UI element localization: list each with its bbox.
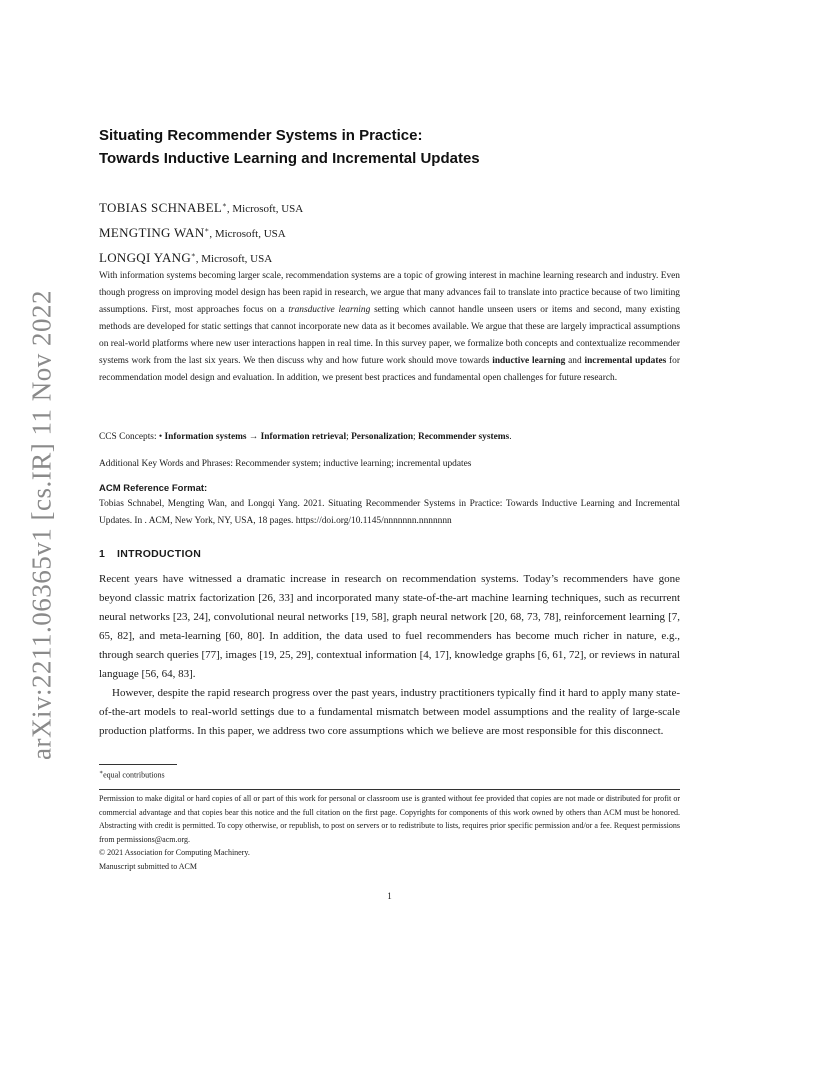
permission-text: Permission to make digital or hard copies of all or part of this work for personal or classroom use is granted without fee provided that copies are not made or distributed for profit or commercial advantage and that copies bear this notice and the full citation on the first page. Copyrights for components of this work owned by others than ACM must be honored. Abstracting with credit is permitted. To copy otherwise, or republish, to post on servers or to redistribute to lists, requires prior specific permission and/or a fee. Request permissions from permissions@acm.org. xyxy=(99,794,680,844)
section-heading xyxy=(99,548,201,560)
author-name: MENGTING WAN xyxy=(99,225,205,240)
page-number: 1 xyxy=(387,891,392,901)
equal-contribution-mark: ∗ xyxy=(191,251,196,259)
acm-reference-heading: ACM Reference Format: xyxy=(99,483,208,494)
author-affiliation: , Microsoft, USA xyxy=(209,228,286,240)
ccs-concepts xyxy=(99,429,680,446)
author-2 xyxy=(99,220,303,245)
abstract xyxy=(99,268,680,387)
author-3 xyxy=(99,245,303,270)
permission-notice xyxy=(99,792,680,874)
abstract-text: setting which cannot handle unseen users or items and second, many existing methods are developed for static settings that cannot incorporate new data as it becomes available. We argue that these are largely impractical assumptions on real-world platforms where new user interactions happen in real time. In this survey paper, we formalize both concepts and contextualize recommender systems work from the last six years. We then discuss why and how future work should move towards xyxy=(99,305,680,366)
intro-paragraph-2: However, despite the rapid research progress over the past years, industry practitioners typically find it hard to apply many state-of-the-art models to real-world settings due to a fundamental mismatch between model assumptions and the reality of large-scale production platforms. In this paper, we address two core assumptions which we believe are most responsible for this disconnect. xyxy=(99,687,680,737)
footnote-text: equal contributions xyxy=(103,770,165,780)
ccs-separator: ; xyxy=(413,432,418,442)
intro-paragraph-1: Recent years have witnessed a dramatic increase in research on recommendation systems. Today’s recommenders have gone beyond classic matrix factorization [26, 33] and incorporated many state-of-the-art machine learning techniques, such as recurrent neural networks [23, 24], convolutional neural networks [19, 58], graph neural network [20, 68, 73, 78], reinforcement learning [7, 65, 82], and meta-learning [60, 80]. In addition, the data used to fuel recommenders has become much richer in nature, e.g., through search queries [77], images [19, 25, 29], contextual information [4, 17], knowledge graphs [6, 61, 72], or reviews in natural language [56, 64, 83]. xyxy=(99,573,680,680)
author-1 xyxy=(99,195,303,220)
acm-reference-text: Tobias Schnabel, Mengting Wan, and Longqi Yang. 2021. Situating Recommender Systems in Practice: Towards Inductive Learning and Incremental Updates. In . ACM, New York, NY, USA, 18 pages. https://doi.org/10.1145/nnnnnnn.nnnnnnn xyxy=(99,499,680,526)
abstract-text: for recommendation model design and evaluation. In addition, we present best practices and fundamental open challenges for future research. xyxy=(99,356,680,383)
arxiv-identifier-stamp xyxy=(22,290,62,760)
equal-contribution-mark: ∗ xyxy=(204,226,210,234)
abstract-emphasis: transductive learning xyxy=(288,305,371,315)
author-name: LONGQI YANG xyxy=(99,250,192,265)
author-affiliation: , Microsoft, USA xyxy=(195,253,273,265)
abstract-keyterm: incremental updates xyxy=(584,356,667,366)
section-number: 1 xyxy=(99,548,106,560)
paper-title xyxy=(99,124,680,170)
ccs-label: CCS Concepts: • xyxy=(99,432,165,442)
footnote-divider xyxy=(99,764,177,765)
author-list xyxy=(99,195,303,270)
ccs-concept: Personalization xyxy=(351,432,414,442)
acm-reference-format xyxy=(99,481,680,530)
copyright-line: © 2021 Association for Computing Machinery. xyxy=(99,848,250,858)
abstract-text: With information systems becoming larger scale, recommendation systems are a topic of growing interest in machine learning research and industry. Even though progress on improving model design has been rapid in research, we argue that many advances fail to translate into practice because of two limiting assumptions. First, most approaches focus on a xyxy=(99,271,680,315)
arxiv-identifier-text: arXiv:2211.06365v1 [cs.IR] 11 Nov 2022 xyxy=(26,290,57,760)
ccs-concept: Recommender systems xyxy=(418,432,510,442)
introduction-body xyxy=(99,570,680,741)
keywords: Additional Key Words and Phrases: Recommender system; inductive learning; incremental updates xyxy=(99,459,472,469)
footnote xyxy=(99,767,165,782)
ccs-concept: Information systems → Information retrieval xyxy=(164,432,347,442)
abstract-text: and xyxy=(565,356,585,366)
paper-title-line-2: Towards Inductive Learning and Incremental Updates xyxy=(99,150,480,167)
ccs-end: . xyxy=(509,432,512,442)
section-title: INTRODUCTION xyxy=(117,548,202,560)
author-affiliation: , Microsoft, USA xyxy=(226,203,304,215)
footnote-mark: ∗ xyxy=(99,770,104,776)
ccs-separator: ; xyxy=(346,432,352,442)
author-name: TOBIAS SCHNABEL xyxy=(99,200,223,215)
abstract-keyterm: inductive learning xyxy=(492,356,566,366)
paper-title-line-1: Situating Recommender Systems in Practice: xyxy=(99,127,423,144)
manuscript-line: Manuscript submitted to ACM xyxy=(99,861,197,871)
equal-contribution-mark: ∗ xyxy=(222,201,227,209)
permission-divider xyxy=(99,789,680,790)
